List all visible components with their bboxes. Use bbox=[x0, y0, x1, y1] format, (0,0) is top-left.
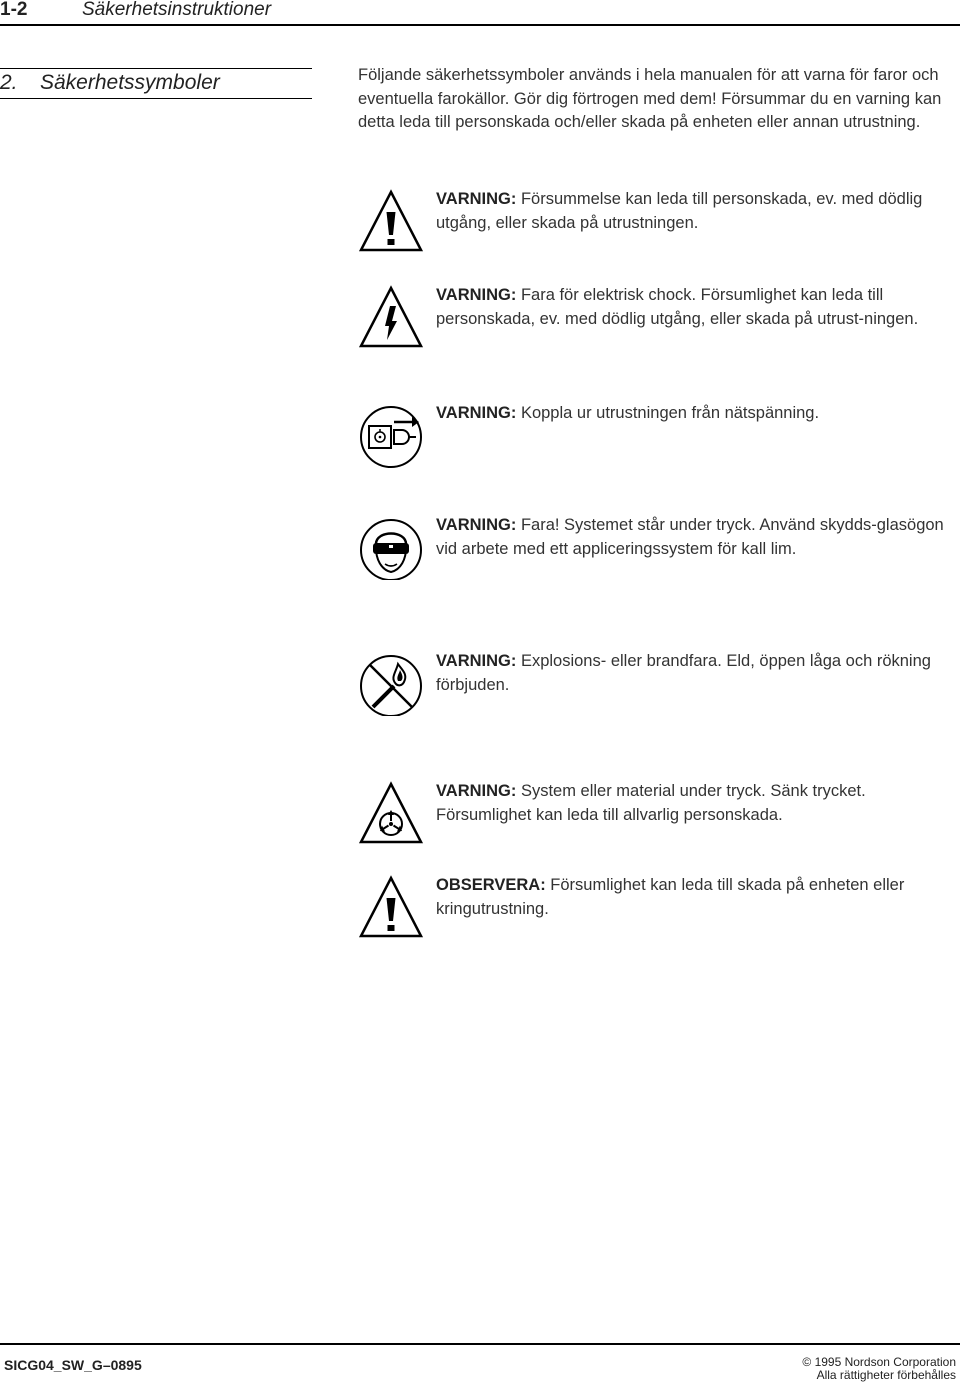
header-rule bbox=[0, 24, 960, 26]
section-rule-top bbox=[0, 68, 312, 69]
safety-goggles-icon bbox=[358, 514, 424, 580]
copyright-line: © 1995 Nordson Corporation bbox=[802, 1355, 956, 1369]
warning-label: VARNING: bbox=[436, 652, 517, 670]
warning-body: Försumlighet kan leda till skada på enheten eller kringutrustning. bbox=[436, 876, 905, 918]
exclamation-triangle-icon bbox=[358, 188, 424, 254]
warning-body: System eller material under tryck. Sänk trycket. Försumlighet kan leda till allvarlig personskada. bbox=[436, 782, 866, 824]
warning-body: Fara för elektrisk chock. Försumlighet kan leda till personskada, ev. med dödlig utgång, eller skada på utrust-ningen. bbox=[436, 286, 919, 328]
no-open-flame-icon bbox=[358, 650, 424, 716]
section-title: Säkerhetssymboler bbox=[40, 71, 220, 94]
warning-label: OBSERVERA: bbox=[436, 876, 546, 894]
warning-text bbox=[436, 650, 956, 697]
warning-text bbox=[436, 780, 956, 827]
intro-paragraph: Följande säkerhetssymboler används i hela manualen för att varna för faror och eventuella farokällor. Gör dig förtrogen med dem! Försummar du en varning kan detta leda till personskada och/eller skada på enheten eller annan utrustning. bbox=[358, 66, 942, 131]
section-number: 2. bbox=[0, 71, 18, 94]
page-number: 1-2 bbox=[0, 0, 28, 20]
warning-label: VARNING: bbox=[436, 404, 517, 422]
warning-label: VARNING: bbox=[436, 516, 517, 534]
footer-copyright bbox=[802, 1356, 956, 1382]
warning-text bbox=[436, 284, 956, 331]
exclamation-triangle-icon bbox=[358, 874, 424, 940]
warning-text bbox=[436, 402, 956, 426]
warning-label: VARNING: bbox=[436, 286, 517, 304]
warning-body: Fara! Systemet står under tryck. Använd skydds-glasögon vid arbete med ett appliceringssystem för kall lim. bbox=[436, 516, 944, 558]
electric-shock-triangle-icon bbox=[358, 284, 424, 350]
disconnect-plug-icon bbox=[358, 402, 424, 468]
section-rule-bottom bbox=[0, 98, 312, 99]
warning-body: Försummelse kan leda till personskada, ev. med dödlig utgång, eller skada på utrustningen. bbox=[436, 190, 923, 232]
footer-rule bbox=[0, 1343, 960, 1345]
warning-body: Explosions- eller brandfara. Eld, öppen låga och rökning förbjuden. bbox=[436, 652, 931, 694]
section-heading bbox=[0, 72, 220, 94]
warning-text bbox=[436, 514, 956, 561]
rights-line: Alla rättigheter förbehålles bbox=[816, 1368, 956, 1382]
running-title: Säkerhetsinstruktioner bbox=[82, 0, 272, 20]
warning-body: Koppla ur utrustningen från nätspänning. bbox=[516, 404, 820, 422]
warning-text bbox=[436, 188, 956, 235]
document-code: SICG04_SW_G–0895 bbox=[4, 1357, 142, 1373]
warning-label: VARNING: bbox=[436, 782, 517, 800]
warning-text bbox=[436, 874, 956, 921]
pressure-triangle-icon bbox=[358, 780, 424, 846]
warning-label: VARNING: bbox=[436, 190, 517, 208]
